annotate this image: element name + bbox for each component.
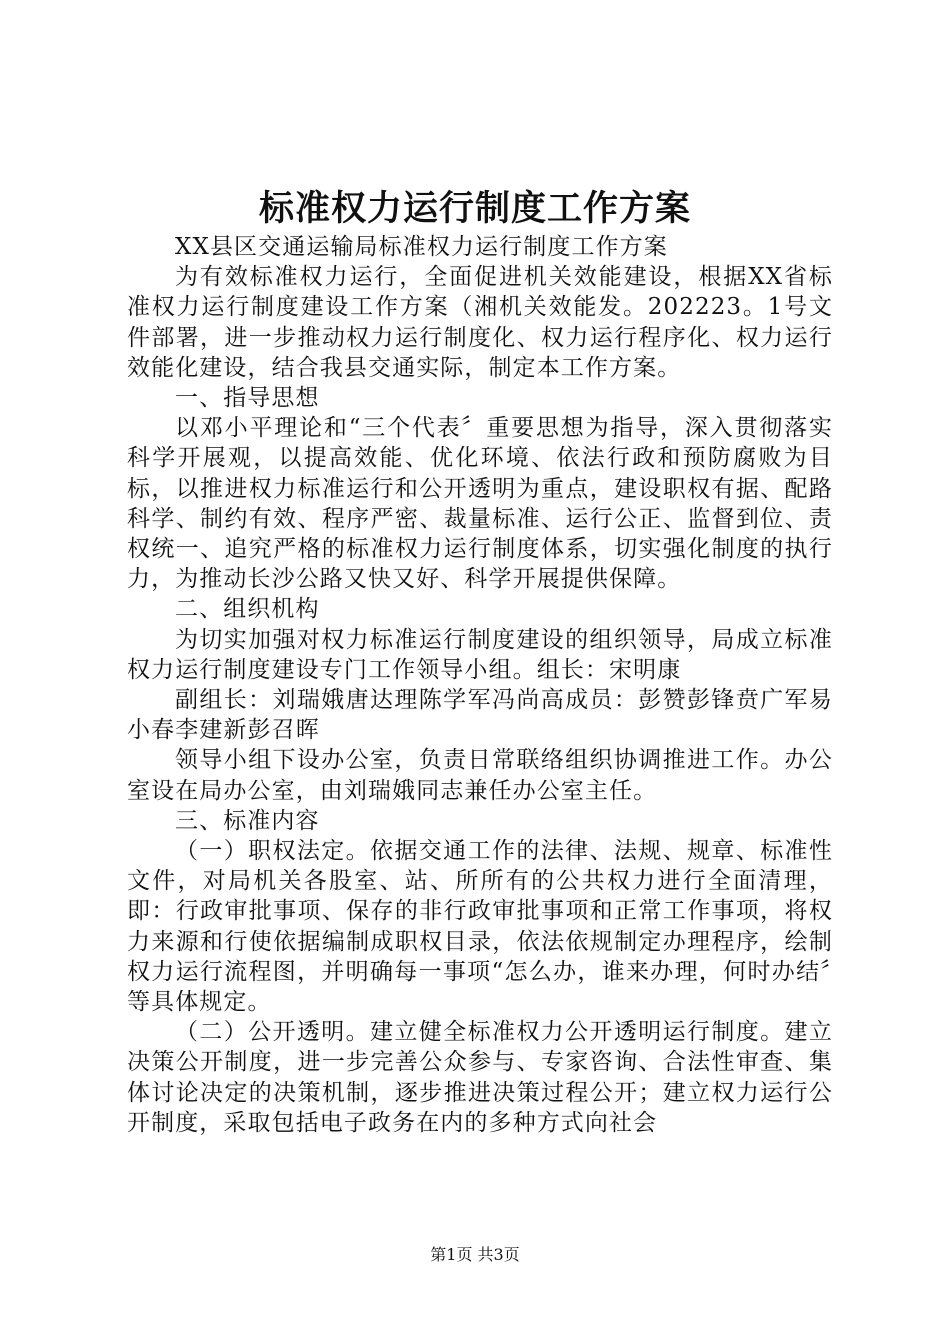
paragraph-deputy-leaders: 副组长：刘瑞娥唐达理陈学军冯尚高成员：彭赞彭锋贲广军易小春李建新彭召晖	[127, 687, 833, 744]
section-heading-standard-content: 三、标准内容	[175, 807, 320, 834]
paragraph-subtitle: XX县区交通运输局标准权力运行制度工作方案	[175, 234, 668, 260]
page-number-footer: 第1页 共3页	[430, 1245, 520, 1264]
section-heading-organization: 二、组织机构	[175, 596, 320, 623]
paragraph-office: 领导小组下设办公室，负责日常联络组织协调推进工作。办公室设在局办公室，由刘瑞娥同志兼任办公室主任。	[127, 747, 833, 804]
document-body	[127, 232, 833, 1138]
paragraph-statutory-powers: （一）职权法定。依据交通工作的法律、法规、规章、标准性文件，对局机关各股室、站、所所有的公共权力进行全面清理，即：行政审批事项、保存的非行政审批事项和正常工作事项，将权力来源和行使依据编制成职权目录，依法依规制定办理程序，绘制权力运行流程图，并明确每一事项“怎么办，谁来办理，何时办结〞等具体规定。	[127, 838, 833, 1016]
paragraph-intro: 为有效标准权力运行，全面促进机关效能建设，根据XX省标准权力运行制度建设工作方案（湘机关效能发。202223。1号文件部署，进一步推动权力运行制度化、权力运行程序化、权力运行效能化建设，结合我县交通实际，制定本工作方案。	[127, 264, 833, 381]
paragraph-organization: 为切实加强对权力标准运行制度建设的组织领导，局成立标准权力运行制度建设专门工作领导小组。组长：宋明康	[127, 626, 833, 683]
paragraph-transparency: （二）公开透明。建立健全标准权力公开透明运行制度。建立决策公开制度，进一步完善公众参与、专家咨询、合法性审查、集体讨论决定的决策机制，逐步推进决策过程公开；建立权力运行公开制度，采取包括电子政务在内的多种方式向社会	[127, 1019, 833, 1136]
document-title: 标准权力运行制度工作方案	[258, 188, 691, 229]
section-heading-guiding-ideology: 一、指导思想	[175, 385, 320, 412]
paragraph-guiding-ideology: 以邓小平理论和“三个代表〞重要思想为指导，深入贯彻落实科学开展观，以提高效能、优化环境、依法行政和预防腐败为目标，以推进权力标准运行和公开透明为重点，建设职权有据、配路科学、制约有效、程序严密、裁量标准、运行公正、监督到位、责权统一、追究严格的标准权力运行制度体系，切实强化制度的执行力，为推动长沙公路又快又好、科学开展提供保障。	[127, 415, 833, 593]
